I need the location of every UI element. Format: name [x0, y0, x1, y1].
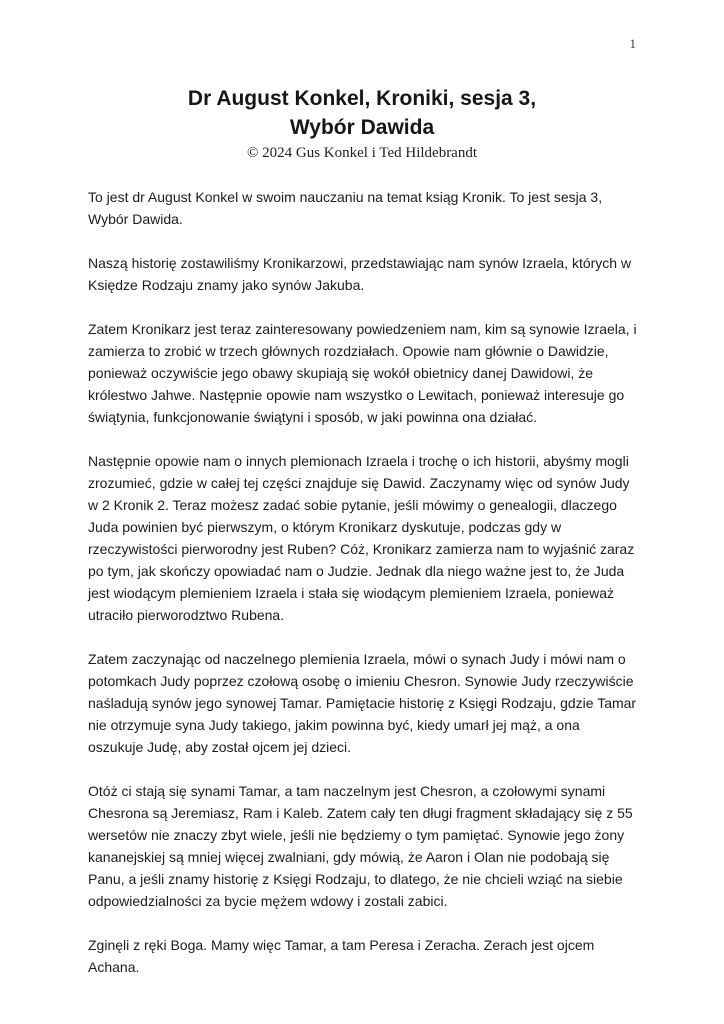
paragraph: Zatem Kronikarz jest teraz zainteresowany powiedzeniem nam, kim są synowie Izraela, i zamierza to zrobić w trzech głównych rozdziałach. Opowie nam głównie o Dawidzie, ponieważ oczywiście jego obawy skupiają się wokół obietnicy danej Dawidowi, że królestwo Jahwe. Następnie opowie nam wszystko o Lewitach, ponieważ interesuje go świątynia, funkcjonowanie świątyni i sposób, w jaki powinna ona działać. [88, 321, 637, 425]
document-title-line1: Dr August Konkel, Kroniki, sesja 3, [187, 87, 537, 110]
paragraph: Następnie opowie nam o innych plemionach Izraela i trochę o ich historii, abyśmy mogli zrozumieć, gdzie w całej tej części znajduje się Dawid. Zaczynamy więc od synów Judy w 2 Kronik 2. Teraz możesz zadać sobie pytanie, jeśli mówimy o genealogii, dlaczego Juda powinien być pierwszym, o którym Kronikarz dyskutuje, podczas gdy w rzeczywistości pierworodny jest Ruben? Cóż, Kronikarz zamierza nam to wyjaśnić zaraz po tym, jak skończy opowiadać nam o Judzie. Jednak dla niego ważne jest to, że Juda jest wiodącym plemieniem Izraela i stała się wiodącym plemieniem Izraela, ponieważ utraciło pierworodztwo Rubena. [88, 453, 635, 623]
paragraph: Otóż ci stają się synami Tamar, a tam naczelnym jest Chesron, a czołowymi synami Chesrona są Jeremiasz, Ram i Kaleb. Zatem cały ten długi fragment składający się z 55 wersetów nie znaczy zbyt wiele, jeśli nie będziemy o tym pamiętać. Synowie jego żony kananejskiej są mniej więcej zwalniani, gdy mówią, że Aaron i Olan nie podobają się Panu, a jeśli znamy historię z Księgi Rodzaju, to dlatego, że nie chcieli wziąć na siebie odpowiedzialności za bycie mężem wdowy i zostali zabici. [88, 783, 633, 909]
document-title-line2: Wybór Dawida [289, 116, 435, 139]
page-number: 1 [629, 36, 636, 51]
paragraph: To jest dr August Konkel w swoim nauczaniu na temat ksiąg Kronik. To jest sesja 3, Wybór Dawida. [88, 189, 603, 227]
document-header [0, 84, 724, 162]
paragraph: Zatem zaczynając od naczelnego plemienia Izraela, mówi o synach Judy i mówi nam o potomkach Judy poprzez czołową osobę o imieniu Chesron. Synowie Judy rzeczywiście naśladują synów jego synowej Tamar. Pamiętacie historię z Księgi Rodzaju, gdzie Tamar nie otrzymuje syna Judy takiego, jakim powinna być, kiedy umarł jej mąż, a ona oszukuje Judę, aby został ojcem jej dzieci. [88, 651, 637, 755]
paragraph: Naszą historię zostawiliśmy Kronikarzowi, przedstawiając nam synów Izraela, których w Księdze Rodzaju znamy jako synów Jakuba. [88, 255, 632, 293]
copyright-line: © 2024 Gus Konkel i Ted Hildebrandt [246, 145, 478, 161]
paragraphs [88, 186, 638, 978]
document-title [0, 84, 724, 142]
paragraph: Zginęli z ręki Boga. Mamy więc Tamar, a tam Peresa i Zeracha. Zerach jest ojcem Achana. [88, 937, 595, 975]
